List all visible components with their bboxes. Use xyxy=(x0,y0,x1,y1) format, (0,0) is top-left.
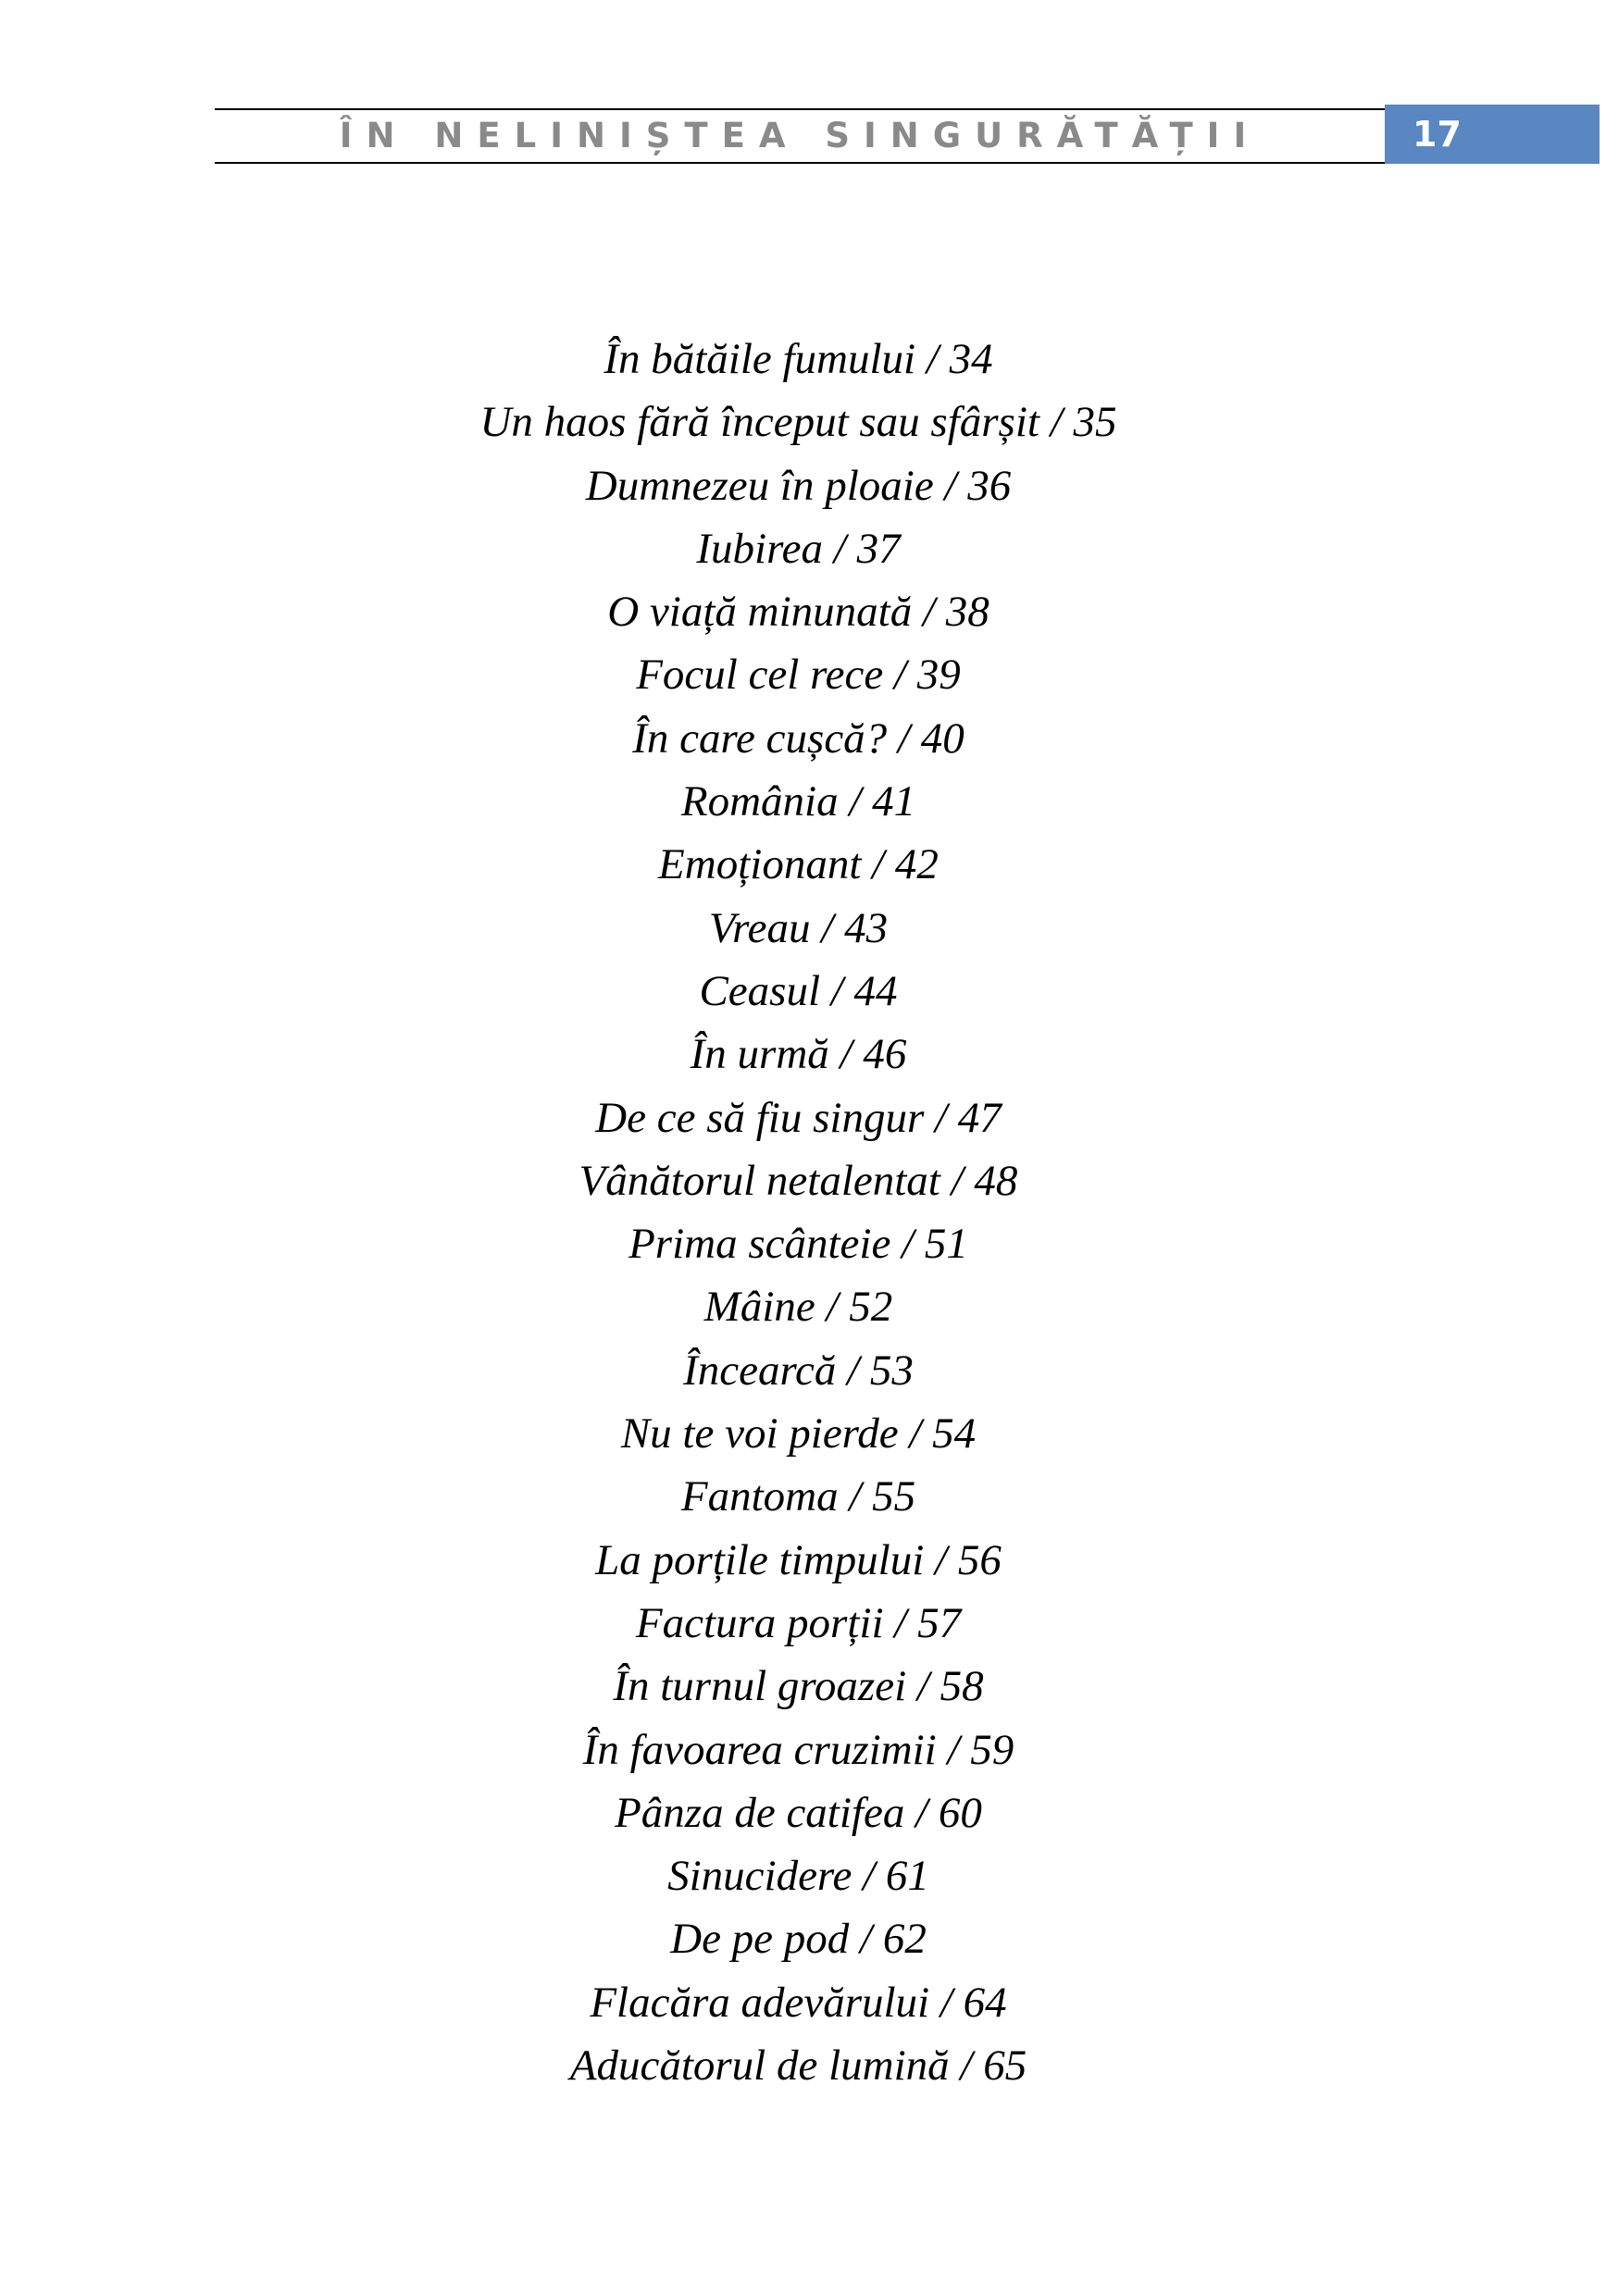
toc-entry: Mâine / 52 xyxy=(703,1283,893,1332)
toc-entry: În bătăile fumului / 34 xyxy=(604,335,993,383)
toc-entry: În turnul groazei / 58 xyxy=(613,1662,984,1711)
toc-entry: De ce să fiu singur / 47 xyxy=(595,1093,1002,1142)
page-number-badge xyxy=(1385,105,1599,164)
toc-entry: Emoționant / 42 xyxy=(658,840,939,889)
toc-entry: Aducătorul de lumină / 65 xyxy=(569,2042,1027,2091)
toc-entry: Ceasul / 44 xyxy=(699,966,898,1015)
toc-entry: O viață minunată / 38 xyxy=(607,588,989,637)
table-of-contents xyxy=(0,328,1597,2097)
toc-entry: Factura porții / 57 xyxy=(635,1598,962,1647)
toc-entry: Focul cel rece / 39 xyxy=(636,651,961,700)
header-rule-bottom xyxy=(215,162,1385,164)
toc-entry: Nu te voi pierde / 54 xyxy=(620,1409,977,1458)
toc-entry: Un haos fără început sau sfârșit / 35 xyxy=(479,398,1117,447)
toc-entry: Iubirea / 37 xyxy=(696,524,901,573)
toc-entry: Prima scânteie / 51 xyxy=(629,1220,968,1269)
toc-entry: Vânătorul netalentat / 48 xyxy=(579,1156,1018,1205)
toc-entry: În urmă / 46 xyxy=(690,1030,907,1079)
page-header xyxy=(0,0,1618,185)
toc-entry: Încearcă / 53 xyxy=(683,1346,914,1395)
toc-entry: La porțile timpului / 56 xyxy=(595,1535,1002,1584)
toc-entry: Dumnezeu în ploaie / 36 xyxy=(585,461,1012,510)
toc-entry: De pe pod / 62 xyxy=(670,1915,927,1964)
toc-entry: Pânza de catifea / 60 xyxy=(615,1788,982,1837)
toc-entry: Vreau / 43 xyxy=(708,903,889,952)
toc-entry: În favoarea cruzimii / 59 xyxy=(582,1725,1014,1774)
toc-entry: România / 41 xyxy=(680,777,916,826)
page-number: 17 xyxy=(1413,114,1462,155)
running-title: ÎN NELINIȘTEA SINGURĂTĂȚII xyxy=(339,116,1261,155)
toc-entry: Flacăra adevărului / 64 xyxy=(590,1978,1007,2027)
toc-entry: Sinucidere / 61 xyxy=(667,1852,929,1901)
toc-entry: Fantoma / 55 xyxy=(680,1472,916,1521)
toc-entry: În care cușcă? / 40 xyxy=(632,714,965,763)
